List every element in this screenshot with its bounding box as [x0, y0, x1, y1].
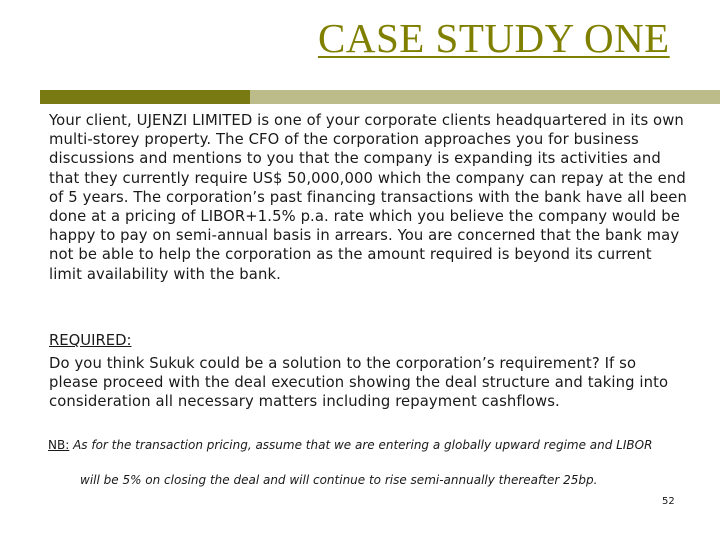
required-question-paragraph: Do you think Sukuk could be a solution to the corporation’s requirement? If so please proceed with the deal execution showing the deal structure and taking into consideration all necessary matters including repayment cashflows. — [49, 355, 669, 411]
header-bar-dark — [40, 90, 250, 104]
note-continuation: will be 5% on closing the deal and will continue to rise semi-annually thereafter 25bp. — [80, 473, 598, 487]
slide-title: CASE STUDY ONE — [318, 15, 670, 61]
note-label: NB: — [48, 438, 70, 452]
required-label: REQUIRED: — [49, 332, 132, 349]
note-paragraph — [48, 437, 688, 453]
header-bar-light — [250, 90, 720, 104]
note-text: As for the transaction pricing, assume that we are entering a globally upward regime and LIBOR — [69, 438, 653, 452]
case-description-paragraph: Your client, UJENZI LIMITED is one of your corporate clients headquartered in its own multi-storey property. The CFO of the corporation approaches you for business discussions and mentions to you that the company is expanding its activities and that they currently require US$ 50,000,000 which the company can repay at the end of 5 years. The corporation’s past financing transactions with the bank have all been done at a pricing of LIBOR+1.5% p.a. rate which you believe the company would be happy to pay on semi-annual basis in arrears. You are concerned that the bank may not be able to help the corporation as the amount required is beyond its current limit availability with the bank. — [49, 112, 687, 283]
page-number: 52 — [662, 496, 675, 507]
